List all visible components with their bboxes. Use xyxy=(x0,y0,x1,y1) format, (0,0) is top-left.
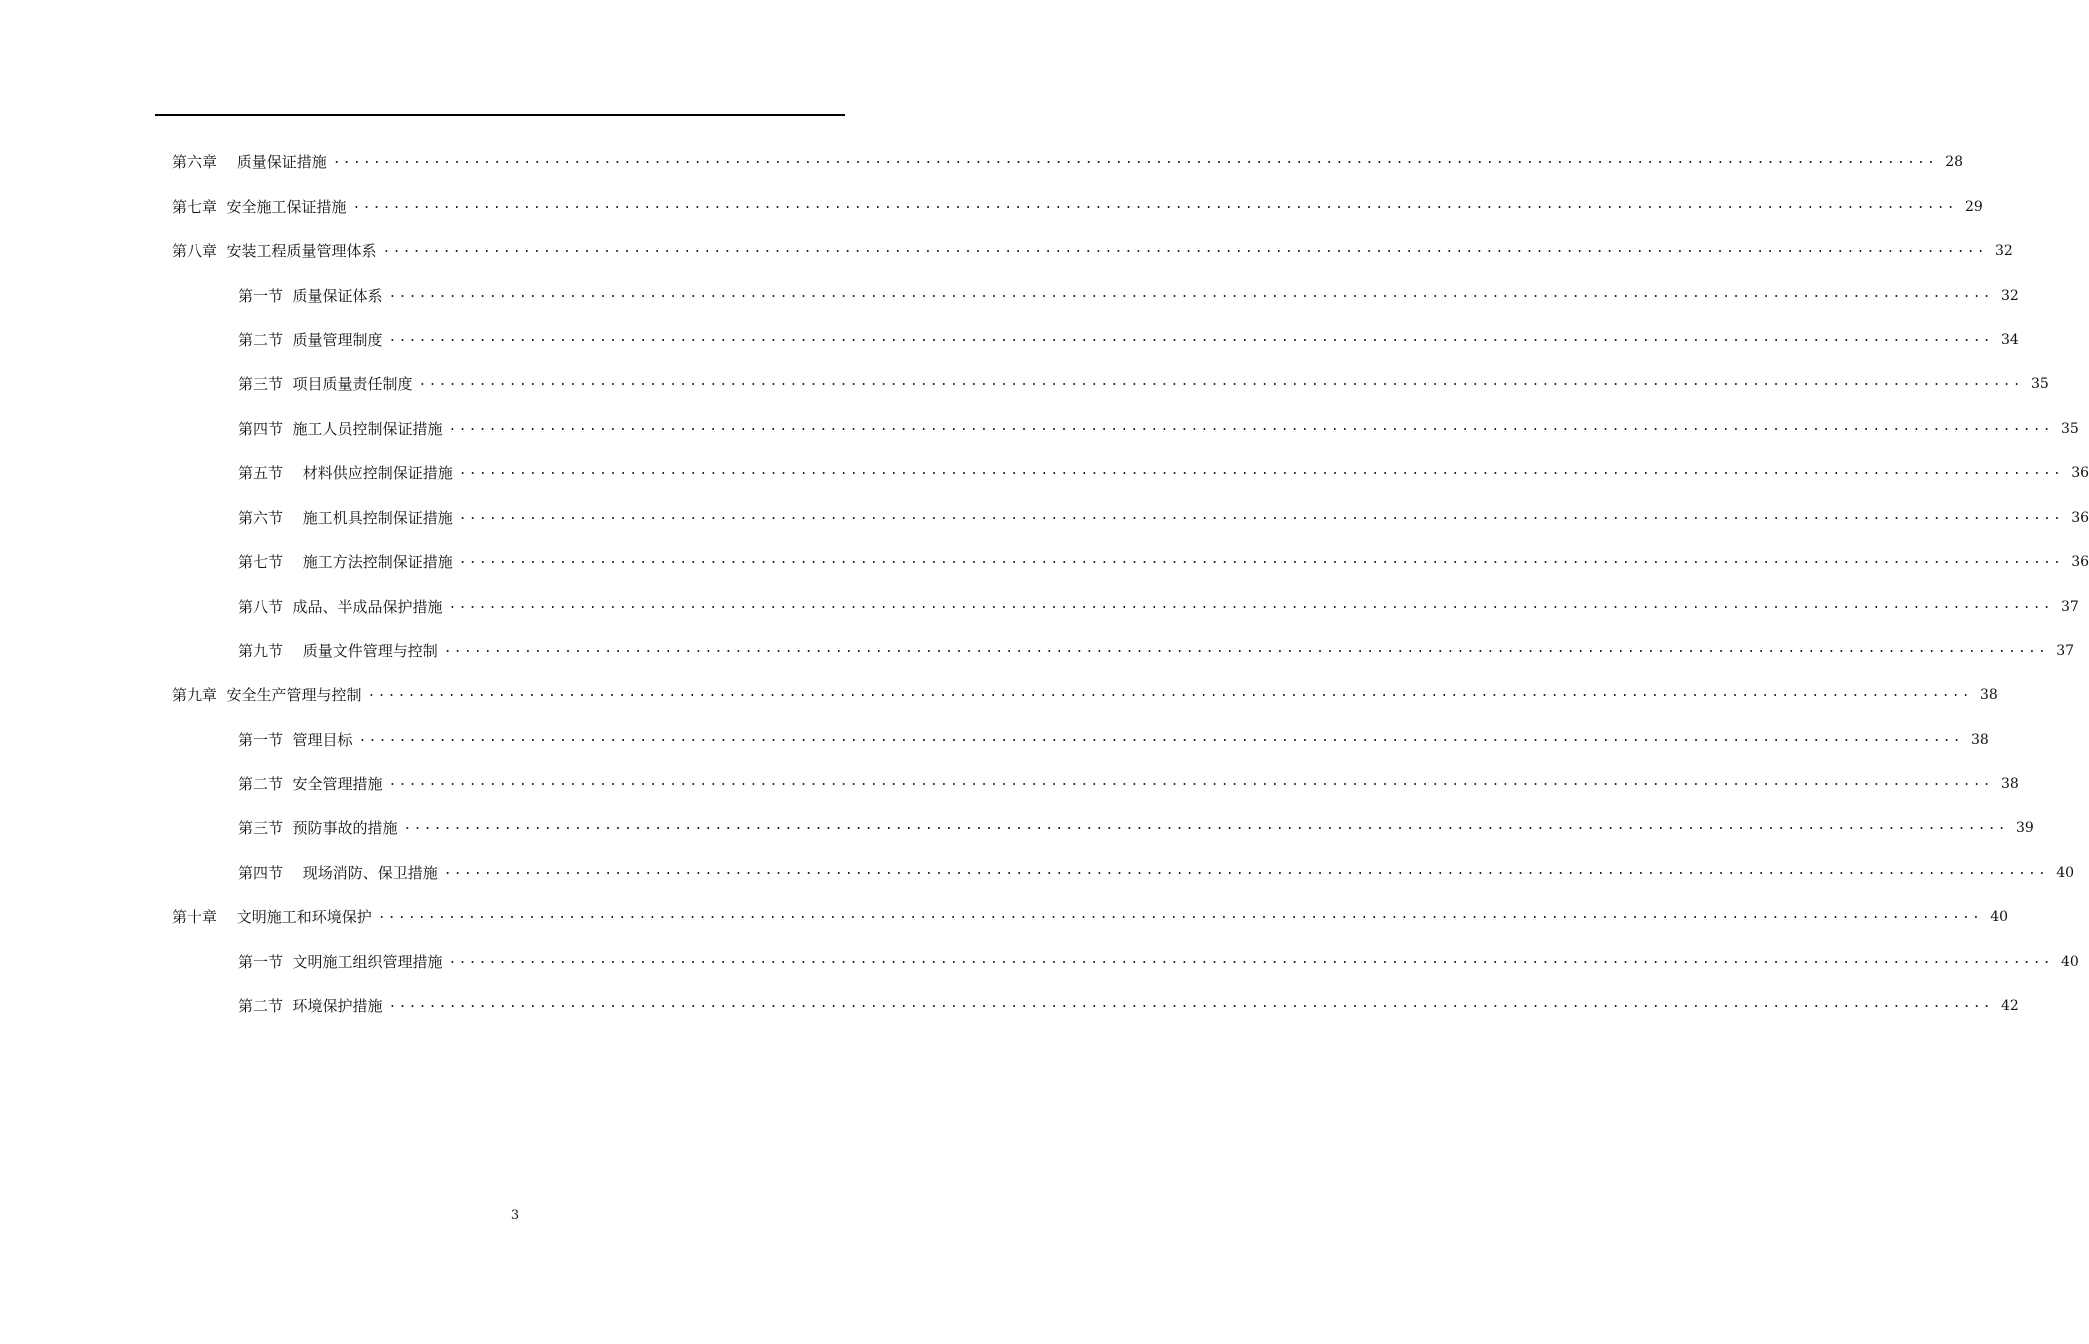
toc-leader-dots: ................................................................................................................................................................ xyxy=(458,508,2064,523)
toc-entry-page: 38 xyxy=(2000,776,2019,792)
toc-entry-label: 第九章 安全生产管理与控制 xyxy=(172,686,362,704)
toc-leader-dots: ................................................................................................................................................................ xyxy=(458,552,2064,567)
toc-entry-page: 32 xyxy=(2000,288,2019,304)
toc-entry-section[interactable] xyxy=(238,550,2089,574)
toc-entry-section[interactable] xyxy=(238,639,2075,663)
toc-entry-label: 第三节 项目质量责任制度 xyxy=(238,375,413,393)
toc-entry-section[interactable] xyxy=(238,417,2079,441)
toc-entry-chapter-10[interactable] xyxy=(172,905,2009,929)
toc-entry-section[interactable] xyxy=(238,372,2049,396)
toc-entry-label: 第十章 文明施工和环境保护 xyxy=(172,908,372,926)
toc-entry-page: 34 xyxy=(2000,332,2019,348)
toc-leader-dots: ................................................................................................................................................................ xyxy=(352,197,1957,212)
toc-entry-section[interactable] xyxy=(238,772,2019,796)
toc-entry-page: 36 xyxy=(2071,554,2089,570)
toc-entry-page: 37 xyxy=(2056,643,2075,659)
toc-entry-label: 第四节 施工人员控制保证措施 xyxy=(238,420,443,438)
toc-entry-label: 第二节 质量管理制度 xyxy=(238,331,383,349)
toc-entry-section[interactable] xyxy=(238,950,2079,974)
toc-entry-page: 40 xyxy=(1990,909,2009,925)
toc-entry-label: 第七章 安全施工保证措施 xyxy=(172,198,347,216)
toc-leader-dots: ................................................................................................................................................................ xyxy=(388,996,1993,1011)
toc-entry-page: 42 xyxy=(2000,998,2019,1014)
toc-entry-label: 第二节 环境保护措施 xyxy=(238,997,383,1015)
toc-entry-label: 第六节 施工机具控制保证措施 xyxy=(238,509,453,527)
toc-entry-label: 第七节 施工方法控制保证措施 xyxy=(238,553,453,571)
toc-entry-label: 第六章 质量保证措施 xyxy=(172,153,327,171)
toc-leader-dots: ................................................................................................................................................................ xyxy=(443,641,2049,656)
toc-entry-label: 第五节 材料供应控制保证措施 xyxy=(238,464,453,482)
toc-leader-dots: ................................................................................................................................................................ xyxy=(388,330,1993,345)
toc-entry-chapter-7[interactable] xyxy=(172,195,1983,219)
toc-entry-section[interactable] xyxy=(238,328,2019,352)
toc-entry-label: 第一节 质量保证体系 xyxy=(238,287,383,305)
toc-leader-dots: ................................................................................................................................................................ xyxy=(377,907,1983,922)
toc-entry-label: 第二节 安全管理措施 xyxy=(238,775,383,793)
toc-entry-section[interactable] xyxy=(238,816,2034,840)
toc-entry-page: 38 xyxy=(1979,687,1998,703)
toc-leader-dots: ................................................................................................................................................................ xyxy=(332,152,1938,167)
toc-leader-dots: ................................................................................................................................................................ xyxy=(358,730,1963,745)
toc-leader-dots: ................................................................................................................................................................ xyxy=(443,863,2049,878)
toc-entry-page: 36 xyxy=(2071,465,2089,481)
toc-entry-label: 第九节 质量文件管理与控制 xyxy=(238,642,438,660)
toc-entry-section[interactable] xyxy=(238,506,2089,530)
toc-leader-dots: ................................................................................................................................................................ xyxy=(388,774,1993,789)
toc-entry-label: 第八节 成品、半成品保护措施 xyxy=(238,598,443,616)
toc-entry-label: 第三节 预防事故的措施 xyxy=(238,819,398,837)
toc-entry-page: 35 xyxy=(2060,421,2079,437)
toc-entry-page: 28 xyxy=(1945,154,1964,170)
toc-entry-section[interactable] xyxy=(238,284,2019,308)
toc-leader-dots: ................................................................................................................................................................ xyxy=(448,419,2053,434)
toc-leader-dots: ................................................................................................................................................................ xyxy=(403,818,2008,833)
toc-entry-chapter-8[interactable] xyxy=(172,239,2013,263)
toc-entry-label: 第八章 安装工程质量管理体系 xyxy=(172,242,377,260)
toc-entry-section[interactable] xyxy=(238,728,1989,752)
toc-entry-chapter-9[interactable] xyxy=(172,683,1998,707)
toc-leader-dots: ................................................................................................................................................................ xyxy=(388,286,1993,301)
toc-entry-chapter-6[interactable] xyxy=(172,150,1964,174)
toc-entry-page: 39 xyxy=(2015,820,2034,836)
toc-leader-dots: ................................................................................................................................................................ xyxy=(458,463,2064,478)
toc-entry-section[interactable] xyxy=(238,994,2019,1018)
toc-entry-page: 38 xyxy=(1970,732,1989,748)
toc-entry-section[interactable] xyxy=(238,861,2075,885)
toc-entry-page: 40 xyxy=(2060,954,2079,970)
toc-leader-dots: ................................................................................................................................................................ xyxy=(367,685,1972,700)
toc-leader-dots: ................................................................................................................................................................ xyxy=(418,374,2023,389)
toc-entry-page: 32 xyxy=(1994,243,2013,259)
toc-entry-page: 40 xyxy=(2056,865,2075,881)
toc-entry-page: 36 xyxy=(2071,510,2089,526)
toc-entry-label: 第一节 文明施工组织管理措施 xyxy=(238,953,443,971)
toc-entry-page: 29 xyxy=(1964,199,1983,215)
toc-leader-dots: ................................................................................................................................................................ xyxy=(382,241,1987,256)
toc-entry-section[interactable] xyxy=(238,595,2079,619)
toc-entry-page: 35 xyxy=(2030,376,2049,392)
toc-entry-label: 第一节 管理目标 xyxy=(238,731,353,749)
toc-entry-section[interactable] xyxy=(238,461,2089,485)
toc-leader-dots: ................................................................................................................................................................ xyxy=(448,952,2053,967)
toc-entry-label: 第四节 现场消防、保卫措施 xyxy=(238,864,438,882)
page-number: 3 xyxy=(510,1208,520,1223)
toc-entry-page: 37 xyxy=(2060,599,2079,615)
toc-leader-dots: ................................................................................................................................................................ xyxy=(448,597,2053,612)
